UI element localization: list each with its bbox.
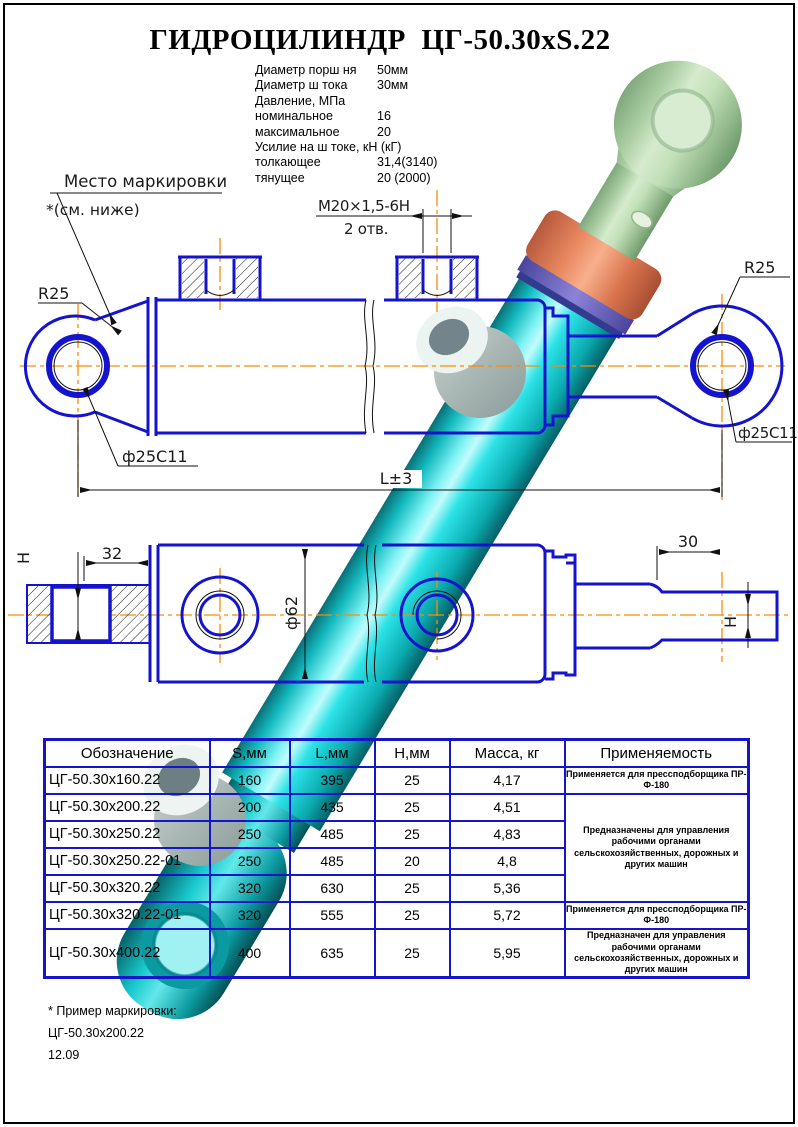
spec-row: Усилие на ш токе, кН (кГ) bbox=[255, 139, 402, 154]
spec-row: Давление, МПа bbox=[255, 93, 346, 108]
table-row: ЦГ-50.30х200.22 200 435 25 4,51 Предназначены для управления рабочими органами сельскохозяйственных, дорожных и других машин bbox=[45, 794, 749, 821]
marking-example-note bbox=[48, 1000, 177, 1066]
col-mass: Масса, кг bbox=[450, 740, 565, 767]
table-row: ЦГ-50.30х320.22 320 630 25 5,36 bbox=[45, 875, 749, 902]
parts-table bbox=[43, 738, 750, 979]
col-l: L,мм bbox=[290, 740, 375, 767]
footnote-line: ЦГ-50.30х200.22 bbox=[48, 1026, 144, 1040]
table-row: ЦГ-50.30х320.22-01 320 555 25 5,72 Применяется для прессподборщика ПР-Ф-180 bbox=[45, 902, 749, 929]
col-designation: Обозначение bbox=[45, 740, 210, 767]
d25-right-label: ф25С11 bbox=[738, 424, 798, 442]
see-below-label: *(см. ниже) bbox=[46, 201, 140, 219]
footnote-line: * Пример маркировки: bbox=[48, 1004, 177, 1018]
marking-place-label: Место маркировки bbox=[64, 172, 228, 191]
spec-row: максимальное 20 bbox=[255, 124, 391, 139]
r25-right-label: R25 bbox=[744, 258, 776, 277]
r25-left-label: R25 bbox=[38, 284, 70, 303]
dim-h-left-label: Н bbox=[14, 551, 33, 565]
col-application: Применяемость bbox=[565, 740, 749, 767]
length-dim-label: L±3 bbox=[379, 469, 413, 488]
spec-list bbox=[255, 63, 490, 186]
application-cell: Предназначены для управления рабочими органами сельскохозяйственных, дорожных и других машин bbox=[565, 794, 749, 902]
dim-32-label: 32 bbox=[101, 544, 123, 563]
spec-row: Диаметр ш тока 30мм bbox=[255, 78, 409, 93]
col-h: Н,мм bbox=[375, 740, 450, 767]
table-header-row bbox=[45, 740, 749, 767]
spec-row: Диаметр порш ня 50мм bbox=[255, 63, 409, 77]
application-cell: Предназначен для управления рабочими органами сельскохозяйственных, дорожных и других машин bbox=[565, 929, 749, 978]
table-row: ЦГ-50.30х160.22 160 395 25 4,17 Применяется для прессподборщика ПР-Ф-180 bbox=[45, 767, 749, 794]
table-row: ЦГ-50.30х250.22 250 485 25 4,83 bbox=[45, 821, 749, 848]
page-title: ГИДРОЦИЛИНДР ЦГ-50.30хS.22 bbox=[149, 24, 611, 56]
spec-row: тянущее 20 (2000) bbox=[255, 170, 431, 185]
thread-label: М20×1,5-6Н bbox=[318, 197, 410, 215]
col-s: S,мм bbox=[210, 740, 290, 767]
dim-30-label: 30 bbox=[677, 532, 699, 551]
spec-row: толкающее 31,4(3140) bbox=[255, 155, 438, 170]
dim-h-right-label: Н bbox=[721, 615, 740, 629]
spec-row: номинальное 16 bbox=[255, 109, 391, 124]
dim-d62-label: ф62 bbox=[282, 595, 301, 631]
holes-count-label: 2 отв. bbox=[344, 220, 389, 238]
table-row: ЦГ-50.30х400.22 400 635 25 5,95 Предназначен для управления рабочими органами сельскохозяйственных, дорожных и других машин bbox=[45, 929, 749, 978]
table-row: ЦГ-50.30х250.22-01 250 485 20 4,8 bbox=[45, 848, 749, 875]
d25-left-label: ф25С11 bbox=[122, 447, 188, 466]
application-cell: Применяется для прессподборщика ПР-Ф-180 bbox=[565, 902, 749, 929]
application-cell: Применяется для прессподборщика ПР-Ф-180 bbox=[565, 767, 749, 794]
footnote-line: 12.09 bbox=[48, 1048, 80, 1062]
